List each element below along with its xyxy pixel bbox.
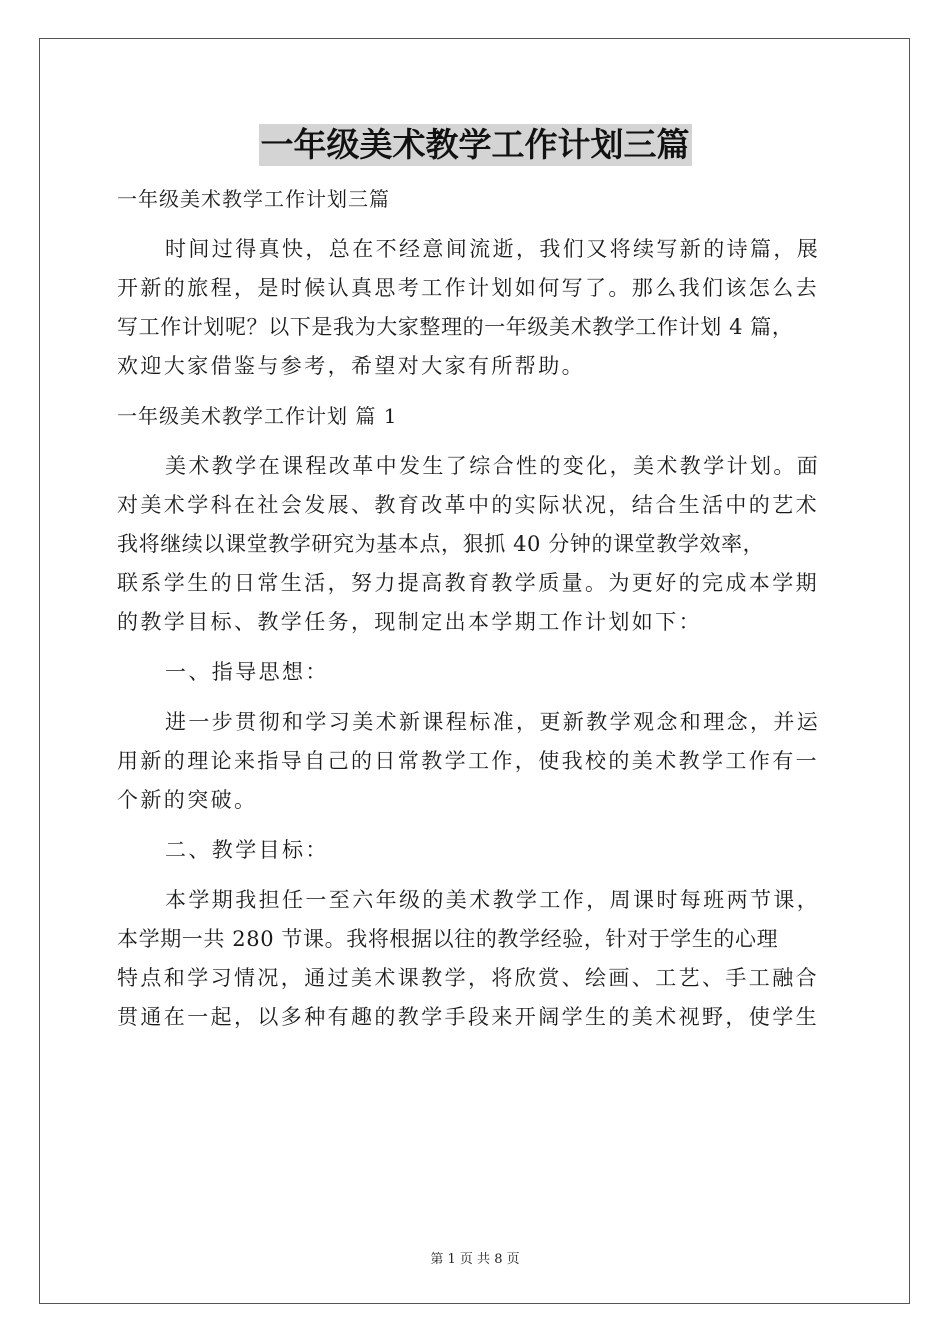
section-heading-part1 (117, 397, 839, 436)
text-line: 欢迎大家借鉴与参考，希望对大家有所帮助。 (117, 354, 585, 378)
text-line: 一年级美术教学工作计划三篇 (117, 187, 390, 211)
text-line: 写工作计划呢？以下是我为大家整理的一年级美术教学工作计划 4 篇， (117, 315, 794, 339)
text-line: 用新的理论来指导自己的日常教学工作，使我校的美术教学工作有一 (117, 749, 819, 773)
paragraph-subtitle (117, 180, 839, 219)
text-line: 开新的旅程，是时候认真思考工作计划如何写了。那么我们该怎么去 (117, 276, 819, 300)
document-title: 一年级美术教学工作计划三篇 (260, 125, 690, 164)
text-line: 时间过得真快，总在不经意间流逝，我们又将续写新的诗篇，展 (165, 237, 821, 261)
document-body (117, 180, 839, 1037)
text-line: 个新的突破。 (117, 788, 258, 812)
text-line: 本学期我担任一至六年级的美术教学工作，周课时每班两节课， (165, 888, 821, 912)
paragraph-part1-intro (117, 447, 839, 642)
paragraph-teaching-goals (117, 881, 839, 1037)
text-line: 一年级美术教学工作计划 篇 1 (117, 404, 398, 428)
text-line: 的教学目标、教学任务，现制定出本学期工作计划如下： (117, 610, 702, 634)
page-number: 第 1 页 共 8 页 (430, 1252, 520, 1267)
text-line: 一、指导思想： (165, 660, 329, 684)
paragraph-guiding-ideology (117, 703, 839, 820)
section-heading-teaching-goals (117, 831, 839, 870)
paragraph-intro (117, 230, 839, 386)
section-heading-guiding-ideology (117, 653, 839, 692)
text-line: 联系学生的日常生活，努力提高教育教学质量。为更好的完成本学期 (117, 571, 819, 595)
text-line: 我将继续以课堂教学研究为基本点，狠抓 40 分钟的课堂教学效率， (117, 532, 765, 556)
text-line: 二、教学目标： (165, 838, 329, 862)
text-line: 进一步贯彻和学习美术新课程标准，更新教学观念和理念，并运 (165, 710, 821, 734)
text-line: 贯通在一起，以多种有趣的教学手段来开阔学生的美术视野，使学生 (117, 1005, 819, 1029)
text-line: 美术教学在课程改革中发生了综合性的变化，美术教学计划。面 (165, 454, 821, 478)
text-line: 本学期一共 280 节课。我将根据以往的教学经验，针对于学生的心理 (117, 927, 779, 951)
text-line: 特点和学习情况，通过美术课教学，将欣赏、绘画、工艺、手工融合 (117, 966, 819, 990)
document-title-wrapper (0, 124, 950, 166)
text-line: 对美术学科在社会发展、教育改革中的实际状况，结合生活中的艺术 (117, 493, 819, 517)
